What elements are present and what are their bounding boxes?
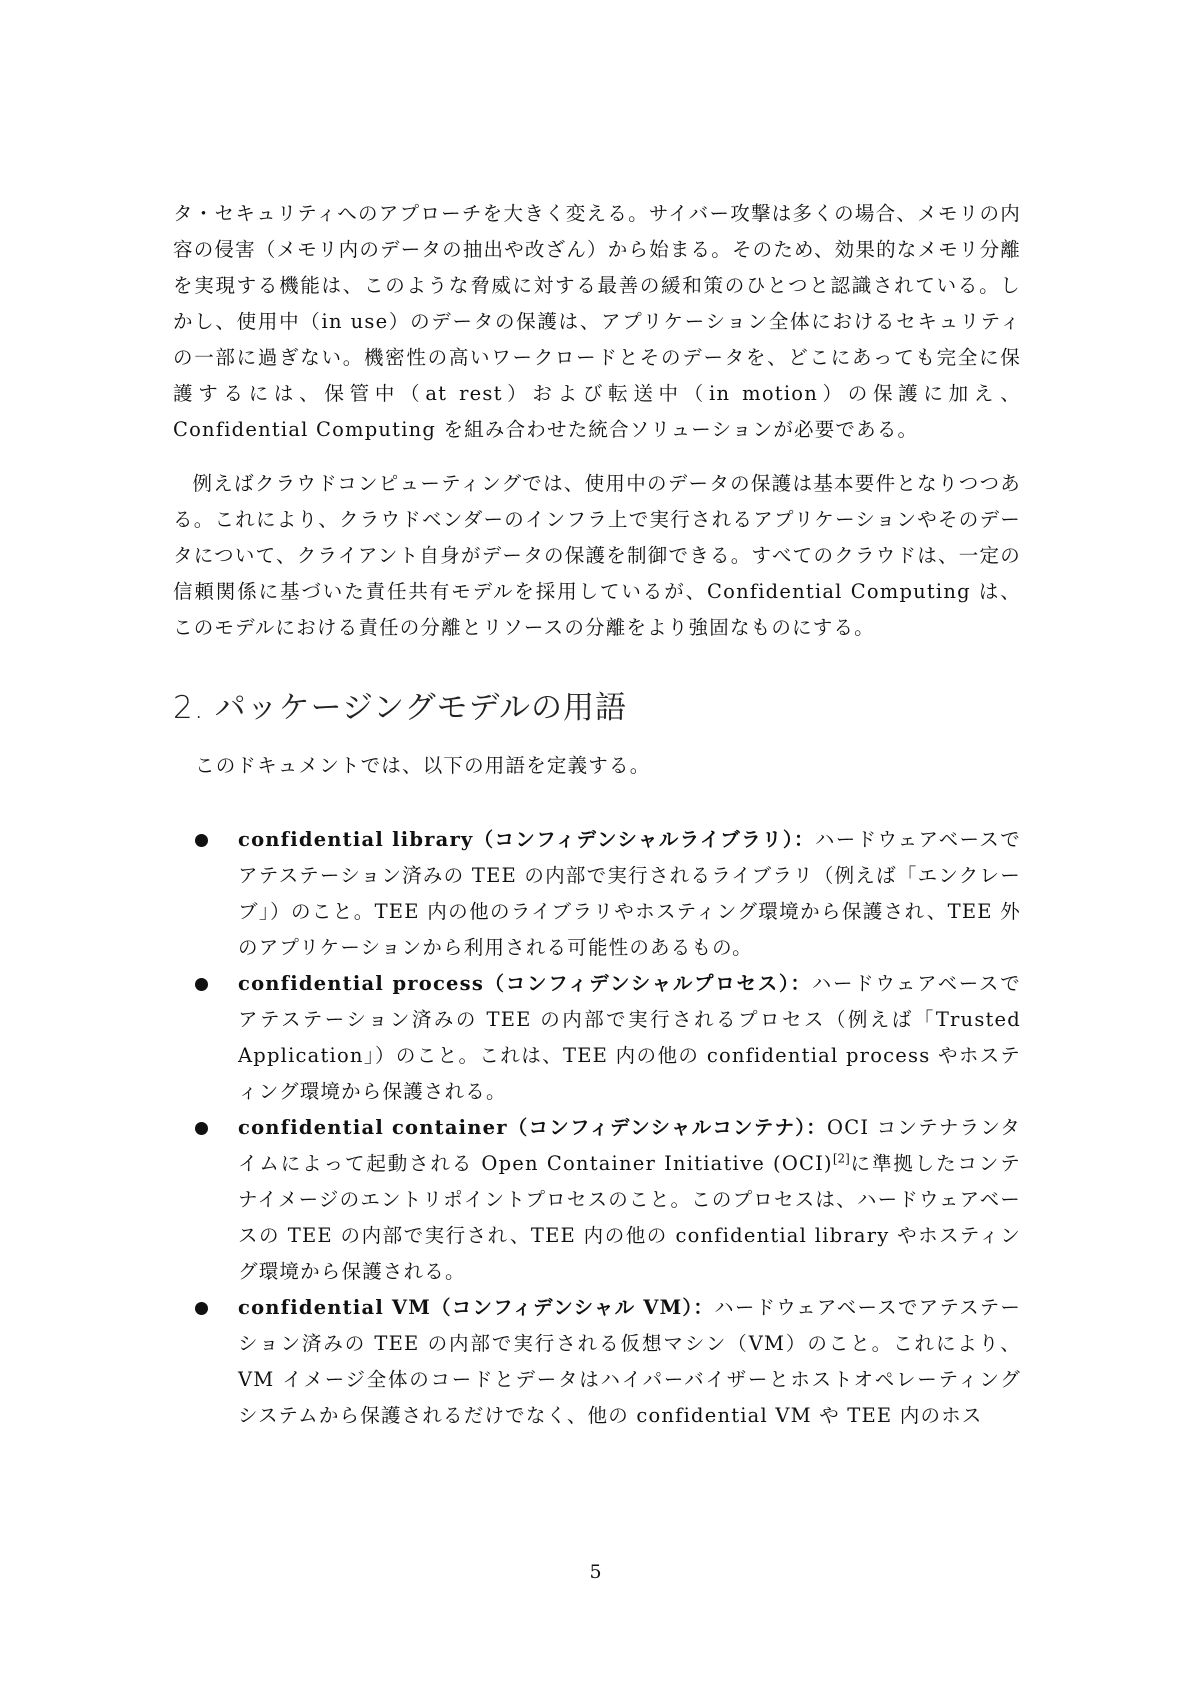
page-content <box>173 196 1021 1434</box>
definition-item-confidential-process <box>173 966 1021 1110</box>
definition-text: ハードウェアベースでアテステーション済みの TEE の内部で実行される仮想マシン（VM）のこと。これにより、VM イメージ全体のコードとデータはハイパーバイザーとホストオペレーティングシステムから保護されるだけでなく、他の confidential VM や TEE 内のホス <box>238 1296 1022 1427</box>
definition-term: confidential process（コンフィデンシャルプロセス） <box>238 972 791 995</box>
definition-term: confidential container（コンフィデンシャルコンテナ） <box>238 1116 807 1139</box>
definition-term: confidential library（コンフィデンシャルライブラリ） <box>238 828 795 851</box>
bullet-icon <box>195 1302 208 1315</box>
definition-text: ハードウェアベースでアテステーション済みの TEE の内部で実行されるライブラリ（例えば「エンクレーブ」）のこと。TEE 内の他のライブラリやホスティング環境から保護され、TEE 外のアプリケーションから利用される可能性のあるもの。 <box>238 828 1022 959</box>
section-intro: このドキュメントでは、以下の用語を定義する。 <box>195 754 651 777</box>
bullet-icon <box>195 978 208 991</box>
body-paragraph-2: 例えばクラウドコンピューティングでは、使用中のデータの保護は基本要件となりつつある。これにより、クラウドベンダーのインフラ上で実行されるアプリケーションやそのデータについて、クライアント自身がデータの保護を制御できる。すべてのクラウドは、一定の信頼関係に基づいた責任共有モデルを採用しているが、Confidential Computing は、このモデルにおける責任の分離とリソースの分離をより強固なものにする。 <box>173 472 1021 639</box>
bullet-icon <box>195 1122 208 1135</box>
definition-text: OCI コンテナランタイムによって起動される Open Container Initiative (OCI) <box>238 1116 1022 1175</box>
reference-link[interactable]: [2] <box>832 1151 850 1166</box>
definition-item-confidential-container <box>173 1110 1021 1290</box>
definition-separator: ： <box>794 828 815 851</box>
definition-text: ハードウェアベースでアテステーション済みの TEE の内部で実行されるプロセス（例えば「Trusted Application」）のこと。これは、TEE 内の他の confidential process やホスティング環境から保護される。 <box>238 972 1021 1103</box>
definition-item-confidential-vm <box>173 1290 1021 1434</box>
definition-separator: ： <box>806 1116 828 1139</box>
page-number: 5 <box>589 1561 602 1583</box>
bullet-icon <box>195 834 208 847</box>
definition-separator: ： <box>693 1296 715 1319</box>
section-title: パッケージングモデルの用語 <box>214 690 628 726</box>
definition-item-confidential-library <box>173 822 1021 966</box>
section-heading <box>173 684 1021 732</box>
section-number: 2. <box>173 690 205 726</box>
definition-separator: ： <box>790 972 812 995</box>
definition-text-continued: に準拠したコンテナイメージのエントリポイントプロセスのこと。このプロセスは、ハードウェアベースの TEE の内部で実行され、TEE 内の他の confidential library やホスティング環境から保護される。 <box>238 1152 1022 1283</box>
definition-list <box>173 822 1021 1434</box>
body-paragraph-1: タ・セキュリティへのアプローチを大きく変える。サイバー攻撃は多くの場合、メモリの内容の侵害（メモリ内のデータの抽出や改ざん）から始まる。そのため、効果的なメモリ分離を実現する機能は、このような脅威に対する最善の緩和策のひとつと認識されている。しかし、使用中（in use）のデータの保護は、アプリケーション全体におけるセキュリティの一部に過ぎない。機密性の高いワークロードとそのデータを、どこにあっても完全に保護するには、保管中（at rest）および転送中（in motion）の保護に加え、Confidential Computing を組み合わせた統合ソリューションが必要である。 <box>173 202 1021 441</box>
definition-term: confidential VM（コンフィデンシャル VM） <box>238 1296 694 1319</box>
